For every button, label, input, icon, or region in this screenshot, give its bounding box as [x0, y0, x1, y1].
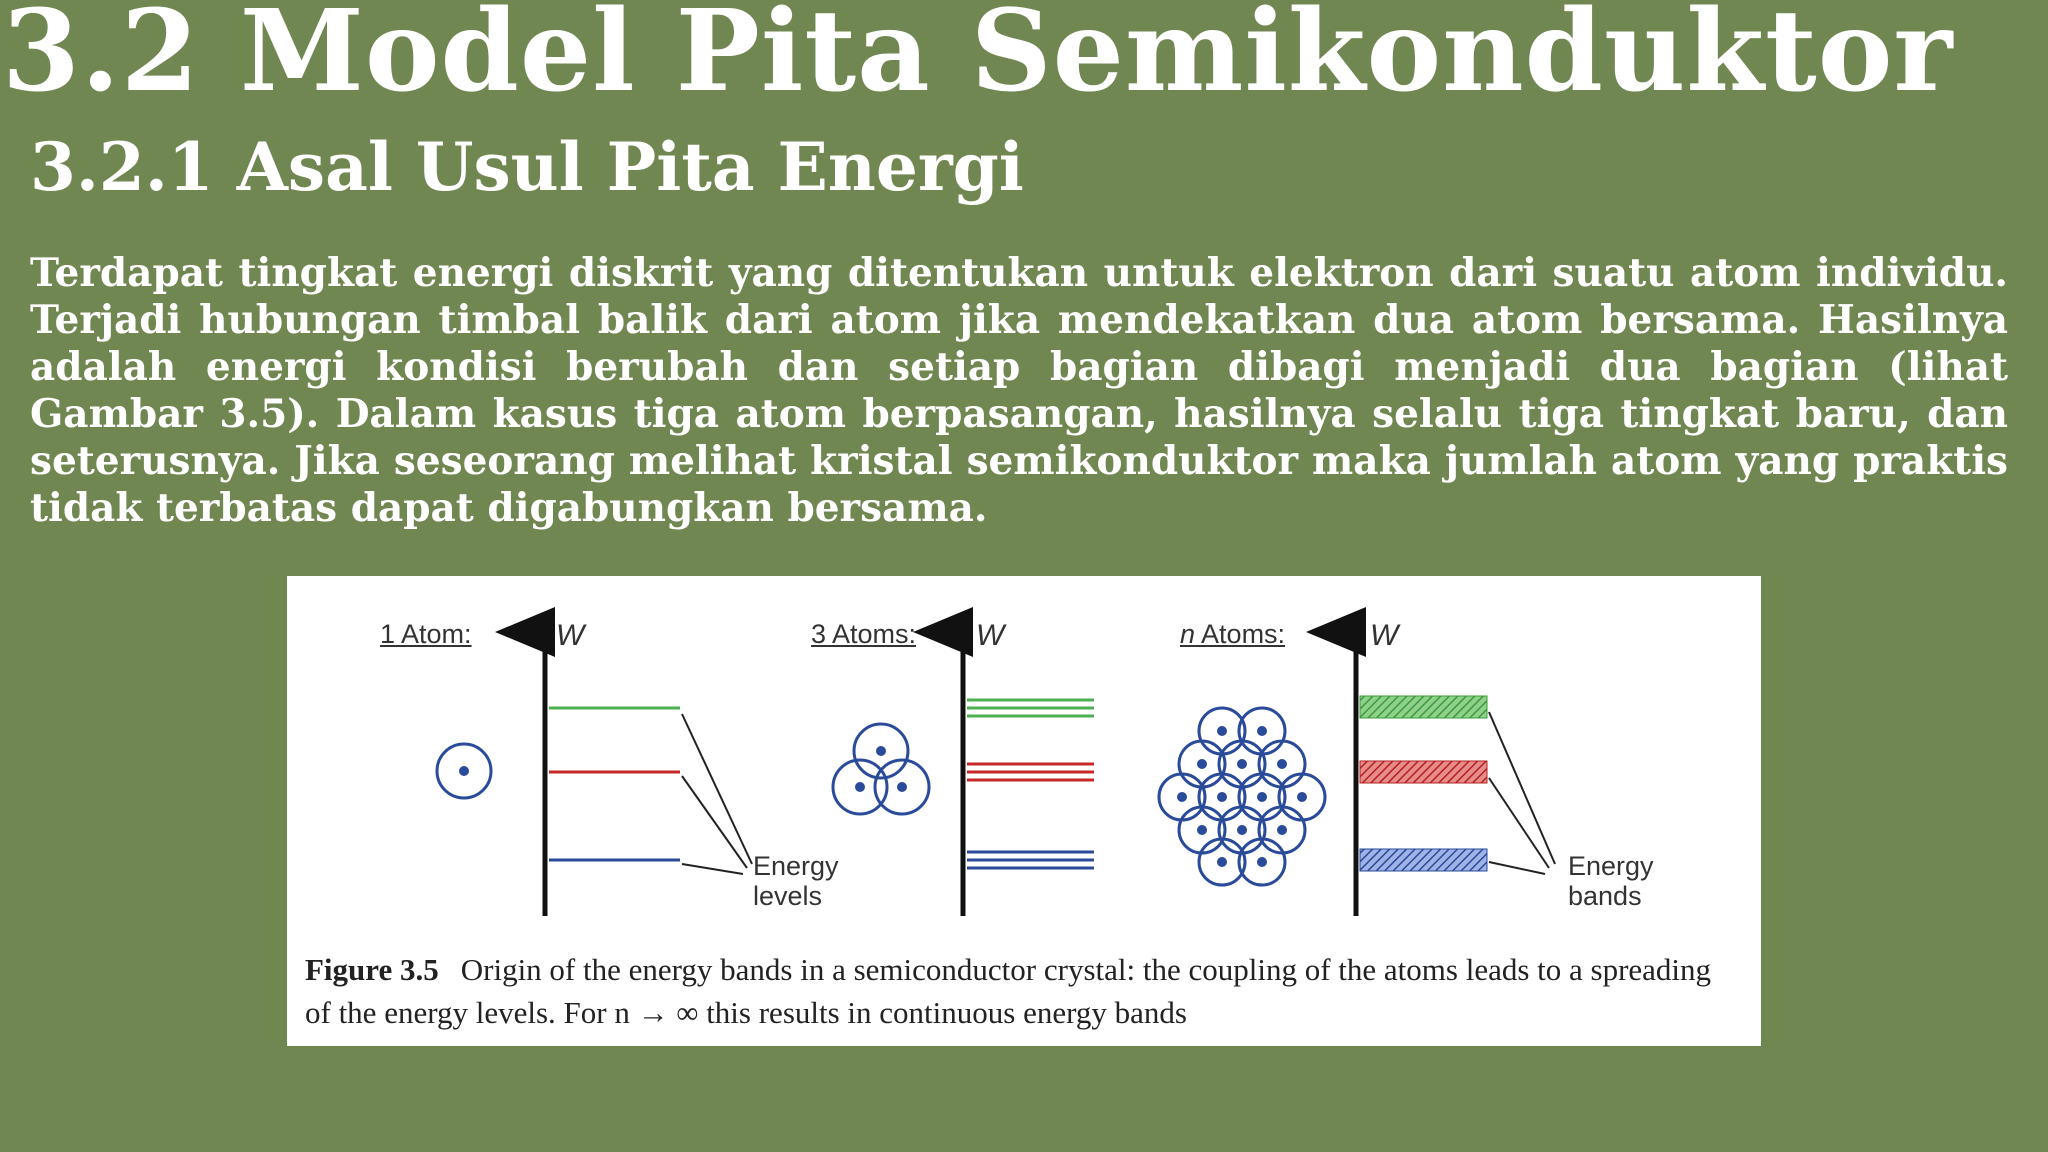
energy-levels-label-1: Energy — [753, 851, 839, 881]
axis-label-w-1: W — [556, 619, 585, 652]
single-atom-icon — [437, 744, 491, 798]
panel-3-label-rest: Atoms: — [1195, 619, 1286, 649]
energy-levels-pointers — [682, 714, 752, 874]
panel-2-label: 3 Atoms: — [811, 619, 917, 649]
panel-1-label: 1 Atom: — [380, 619, 472, 649]
caption-text: Origin of the energy bands in a semiconductor crystal: the coupling of the atoms leads to a spreading of the energy levels. For n → ∞ this results in continuous energy bands — [305, 952, 1712, 1030]
split-levels — [967, 700, 1094, 868]
axis-label-w-2: W — [976, 619, 1005, 652]
figure-caption — [305, 948, 1735, 1034]
energy-bands-label-1: Energy — [1568, 851, 1654, 881]
panel-3-label — [1180, 619, 1285, 650]
energy-band-figure — [287, 576, 1761, 1046]
n-atoms-icon — [1159, 708, 1325, 885]
body-paragraph: Terdapat tingkat energi diskrit yang ditentukan untuk elektron dari suatu atom individu. Terjadi hubungan timbal balik dari atom jika mendekatkan dua atom bersama. Hasilnya adalah energi kondisi berubah dan setiap bagian dibagi menjadi dua bagian (lihat Gambar 3.5). Dalam kasus tiga atom berpasangan, hasilnya selalu tiga tingkat baru, dan seterusnya. Jika seseorang melihat kristal semikonduktor maka jumlah atom yang praktis tidak terbatas dapat digabungkan bersama. — [30, 250, 2008, 531]
discrete-levels — [549, 708, 680, 860]
slide-title: 3.2 Model Pita Semikonduktor — [2, 0, 1954, 117]
energy-bands-pointers — [1489, 712, 1555, 874]
three-atoms-icon — [833, 724, 929, 814]
energy-levels-label-2: levels — [753, 881, 823, 911]
figure-number: Figure 3.5 — [305, 952, 439, 987]
energy-bands — [1360, 696, 1487, 871]
energy-bands-label-2: bands — [1568, 881, 1642, 911]
panel-3-label-var: n — [1180, 619, 1196, 649]
energy-band-diagram — [287, 576, 1761, 946]
slide-subtitle: 3.2.1 Asal Usul Pita Energi — [30, 128, 1024, 206]
axis-label-w-3: W — [1370, 619, 1399, 652]
